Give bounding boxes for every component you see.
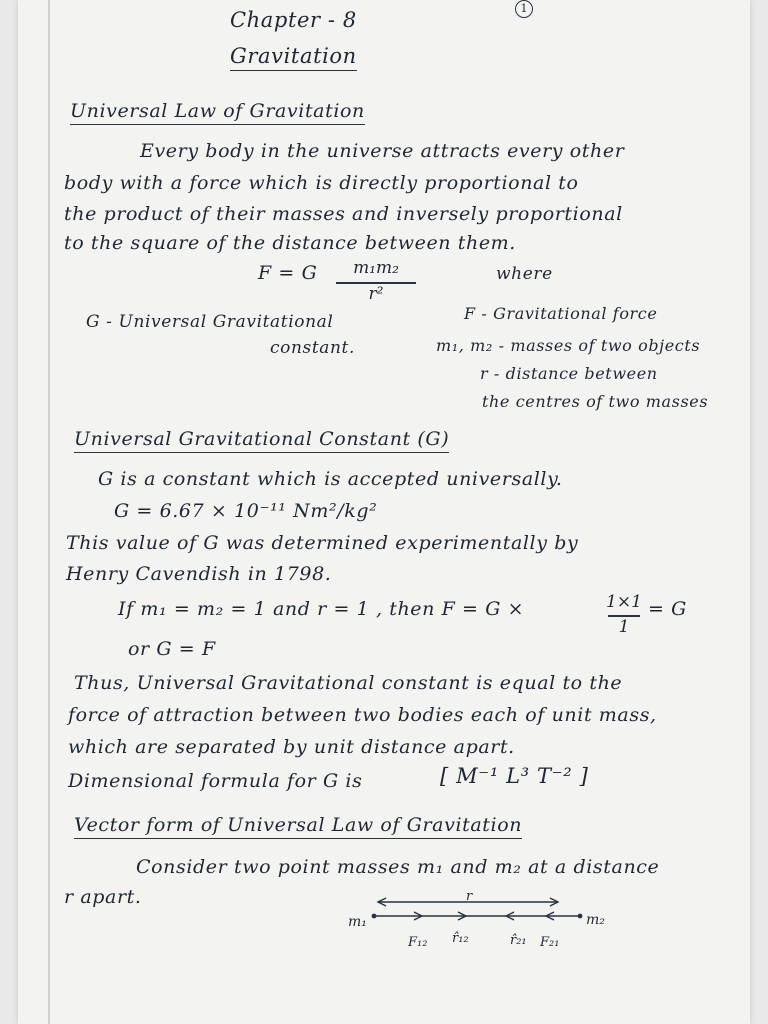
margin-line: [48, 0, 50, 1024]
law-line-3: the product of their masses and inversely proportional: [64, 203, 623, 225]
if-denominator: 1: [618, 617, 630, 637]
vector-line-2: r apart.: [64, 886, 142, 908]
def-f: F - Gravitational force: [464, 304, 658, 323]
def-masses: m₁, m₂ - masses of two objects: [436, 336, 701, 355]
dimensional-formula: [ M⁻¹ L³ T⁻² ]: [440, 764, 589, 788]
f12-label: F₁₂: [408, 935, 428, 950]
if-result: = G: [648, 598, 687, 620]
constant-line-4: Henry Cavendish in 1798.: [66, 563, 332, 585]
chapter-subject: Gravitation: [230, 44, 357, 71]
section-heading-law: Universal Law of Gravitation: [70, 100, 365, 125]
def-r-line-1: r - distance between: [480, 364, 658, 383]
f21-label: F₂₁: [540, 935, 560, 950]
constant-value: G = 6.67 × 10⁻¹¹ Nm²/kg²: [114, 500, 378, 522]
def-g-line-1: G - Universal Gravitational: [86, 312, 334, 332]
constant-line-3: This value of G was determined experimentally by: [66, 532, 579, 554]
formula-lhs: F = G: [258, 262, 318, 284]
thus-line-2: force of attraction between two bodies each of unit mass,: [68, 704, 657, 726]
thus-line-3: which are separated by unit distance apart.: [68, 736, 515, 758]
r21-label: r̂₂₁: [510, 933, 527, 948]
where-label: where: [496, 264, 553, 284]
mass-1-dot: [372, 914, 377, 919]
if-condition: If m₁ = m₂ = 1 and r = 1 , then F = G ×: [118, 598, 525, 620]
law-line-1: Every body in the universe attracts every other: [140, 140, 625, 162]
force-diagram: [318, 888, 638, 960]
def-r-line-2: the centres of two masses: [482, 392, 709, 411]
if-numerator: 1×1: [606, 592, 642, 612]
notebook-page: [18, 0, 750, 1024]
thus-line-1: Thus, Universal Gravitational constant is equal to the: [74, 672, 623, 694]
formula-numerator: m₁m₂: [353, 258, 399, 278]
def-g-line-2: constant.: [270, 338, 355, 358]
page-number: 1: [515, 0, 533, 18]
law-line-2: body with a force which is directly proportional to: [64, 172, 579, 194]
chapter-title: Chapter - 8: [230, 8, 357, 32]
vector-line-1: Consider two point masses m₁ and m₂ at a distance: [136, 856, 660, 878]
mass-2-label: m₂: [586, 912, 605, 928]
distance-label: r: [466, 889, 473, 904]
thus-line-4: Dimensional formula for G is: [68, 770, 363, 792]
law-line-4: to the square of the distance between them.: [64, 232, 516, 254]
section-heading-vector: Vector form of Universal Law of Gravitation: [74, 814, 522, 839]
constant-line-1: G is a constant which is accepted universally.: [98, 468, 563, 490]
or-line: or G = F: [128, 638, 216, 660]
mass-2-dot: [578, 914, 583, 919]
r12-label: r̂₁₂: [452, 931, 469, 946]
mass-1-label: m₁: [348, 914, 367, 930]
formula-denominator: r²: [368, 284, 384, 304]
section-heading-constant: Universal Gravitational Constant (G): [74, 428, 449, 453]
